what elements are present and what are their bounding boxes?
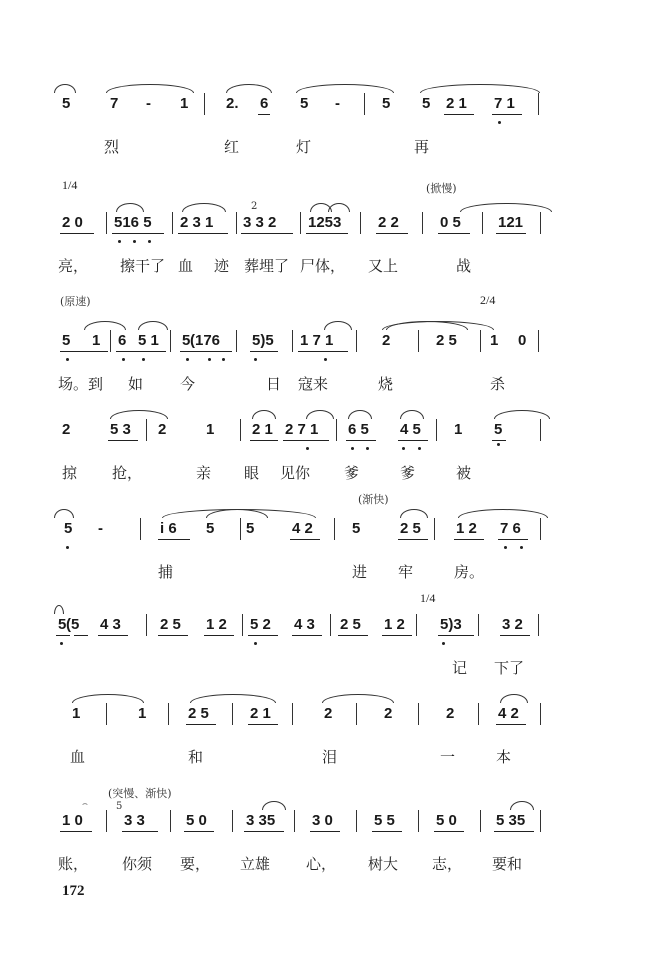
note: 2 1 xyxy=(446,95,467,112)
barline xyxy=(356,810,357,832)
note: 1 xyxy=(72,705,81,722)
beam-underline xyxy=(204,635,234,636)
note: 2. xyxy=(226,95,239,112)
note: 2 2 xyxy=(378,214,399,231)
barline xyxy=(436,419,437,441)
octave-dot-below xyxy=(497,443,500,446)
slur xyxy=(110,410,168,419)
lyric: 和 xyxy=(188,748,204,766)
note: 1 xyxy=(454,421,463,438)
lyric: 又上 xyxy=(368,257,399,275)
beam-underline xyxy=(244,831,284,832)
barline xyxy=(292,330,293,352)
beam-underline xyxy=(248,635,278,636)
barline xyxy=(140,518,141,540)
barline xyxy=(146,419,147,441)
beam-underline xyxy=(180,351,232,352)
octave-dot-below xyxy=(122,358,125,361)
lyric: 你须 xyxy=(122,855,153,873)
beam-underline xyxy=(376,233,408,234)
barline xyxy=(540,703,541,725)
octave-dot-below xyxy=(222,358,225,361)
octave-dot-below xyxy=(418,447,421,450)
beam-underline xyxy=(74,635,88,636)
barline xyxy=(478,703,479,725)
barline xyxy=(292,703,293,725)
lyric: 掠 xyxy=(62,464,78,482)
note: 0 5 xyxy=(440,214,461,231)
note: 5 xyxy=(246,520,255,537)
barline xyxy=(418,810,419,832)
slur xyxy=(54,605,64,614)
lyric: 要， xyxy=(180,855,211,873)
barline xyxy=(168,703,169,725)
note: 2 xyxy=(382,332,391,349)
slur xyxy=(510,801,534,810)
barline xyxy=(364,93,365,115)
lyric: 血 xyxy=(70,748,86,766)
barline xyxy=(480,810,481,832)
lyric: 树大 xyxy=(368,855,399,873)
note: 1 xyxy=(180,95,189,112)
beam-underline xyxy=(444,114,474,115)
note: 1 xyxy=(138,705,147,722)
barline xyxy=(540,518,541,540)
lyric: 亮， xyxy=(58,257,89,275)
octave-dot-below xyxy=(148,240,151,243)
note: 5)3 xyxy=(440,616,462,633)
beam-underline xyxy=(108,440,138,441)
barline xyxy=(232,810,233,832)
note: 2 3 1 xyxy=(180,214,214,231)
octave-dot-below xyxy=(60,642,63,645)
beam-underline xyxy=(338,635,368,636)
barline xyxy=(240,419,241,441)
lyric: 下了 xyxy=(494,659,525,677)
slur xyxy=(348,410,372,419)
tempo-marking: (渐快) xyxy=(358,493,389,506)
barline xyxy=(356,703,357,725)
beam-underline xyxy=(184,831,214,832)
note: 5 xyxy=(422,95,431,112)
slur xyxy=(190,694,276,703)
barline xyxy=(540,212,541,234)
note: 4 3 xyxy=(294,616,315,633)
lyric: 账， xyxy=(58,855,89,873)
beam-underline xyxy=(398,440,428,441)
note: 2 5 xyxy=(340,616,361,633)
note: 1 2 xyxy=(456,520,477,537)
lyric: 葬埋了 xyxy=(244,257,290,275)
lyric: 立雄 xyxy=(240,855,271,873)
lyric: 被 xyxy=(456,464,472,482)
beam-underline xyxy=(60,351,108,352)
note: 5 xyxy=(62,332,71,349)
barline xyxy=(236,212,237,234)
beam-underline xyxy=(382,635,412,636)
note: 3 3 xyxy=(124,812,145,829)
lyric: 捕 xyxy=(158,563,174,581)
note: 5 xyxy=(58,616,67,633)
slur xyxy=(296,84,394,93)
barline xyxy=(540,419,541,441)
beam-underline xyxy=(492,114,522,115)
beam-underline xyxy=(492,440,506,441)
beam-underline xyxy=(250,440,278,441)
tempo-marking: (掀慢) xyxy=(426,182,457,195)
barline xyxy=(478,614,479,636)
note: 5 xyxy=(382,95,391,112)
barline xyxy=(172,212,173,234)
note: 3 35 xyxy=(246,812,276,829)
octave-dot-below xyxy=(118,240,121,243)
octave-dot-below xyxy=(520,546,523,549)
lyric: 擦干了 xyxy=(120,257,166,275)
note: 2 xyxy=(62,421,71,438)
beam-underline xyxy=(438,635,474,636)
note: 5 xyxy=(494,421,503,438)
note: 2 5 xyxy=(160,616,181,633)
note: 3 0 xyxy=(312,812,333,829)
slur xyxy=(84,321,126,330)
note: 1 2 xyxy=(384,616,405,633)
note: 2 xyxy=(324,705,333,722)
lyric: 一 xyxy=(440,748,456,766)
note: 5 xyxy=(206,520,215,537)
beam-underline xyxy=(186,724,216,725)
note: 3 2 xyxy=(502,616,523,633)
beam-underline xyxy=(98,635,128,636)
lyric: 眼 xyxy=(244,464,260,482)
octave-dot-below xyxy=(504,546,507,549)
octave-dot-below xyxy=(66,358,69,361)
beam-underline xyxy=(158,539,190,540)
lyric: 本 xyxy=(496,748,512,766)
octave-dot-below xyxy=(142,358,145,361)
tempo-marking: (原速) xyxy=(60,295,91,308)
beam-underline xyxy=(298,351,348,352)
lyric: 进 xyxy=(352,563,368,581)
note: 4 2 xyxy=(292,520,313,537)
lyric: 血 xyxy=(178,257,194,275)
time-signature: 1/4 xyxy=(420,591,436,605)
note: 5)5 xyxy=(252,332,274,349)
lyric: 志， xyxy=(432,855,463,873)
beam-underline xyxy=(290,539,320,540)
beam-underline xyxy=(310,831,340,832)
lyric: 寇来 xyxy=(298,375,329,393)
slur xyxy=(458,509,548,518)
lyric: 日 xyxy=(266,375,282,393)
beam-underline xyxy=(496,724,526,725)
note: 2 1 xyxy=(250,705,271,722)
fermata-icon: ⌢ xyxy=(82,799,88,809)
note: 2 5 xyxy=(436,332,457,349)
octave-dot-below xyxy=(324,358,327,361)
note: 1 xyxy=(206,421,215,438)
barline xyxy=(538,330,539,352)
barline xyxy=(170,330,171,352)
beam-underline xyxy=(241,233,293,234)
lyric: 烈 xyxy=(104,138,120,156)
octave-dot-below xyxy=(186,358,189,361)
slur xyxy=(54,84,76,93)
octave-dot-below xyxy=(208,358,211,361)
slur xyxy=(182,203,226,212)
slur xyxy=(116,203,144,212)
barline xyxy=(110,330,111,352)
note: 1 0 xyxy=(62,812,83,829)
octave-dot-below xyxy=(254,358,257,361)
note: 5 2 xyxy=(250,616,271,633)
barline xyxy=(538,93,539,115)
lyric: 要和 xyxy=(492,855,523,873)
beam-underline xyxy=(258,114,270,115)
note: 1 7 1 xyxy=(300,332,334,349)
barline xyxy=(330,614,331,636)
lyric: 红 xyxy=(224,138,240,156)
note: 2 xyxy=(384,705,393,722)
beam-underline xyxy=(306,233,348,234)
beam-underline xyxy=(498,539,528,540)
note: 3 3 2 xyxy=(243,214,277,231)
barline xyxy=(334,518,335,540)
beam-underline xyxy=(122,831,158,832)
barline xyxy=(170,810,171,832)
beam-underline xyxy=(500,635,530,636)
barline xyxy=(434,518,435,540)
barline xyxy=(480,330,481,352)
barline xyxy=(294,810,295,832)
note: 5 3 xyxy=(110,421,131,438)
slur xyxy=(306,410,334,419)
note: 6 xyxy=(260,95,269,112)
slur xyxy=(500,694,528,703)
slur xyxy=(106,84,194,93)
note: 2 5 xyxy=(188,705,209,722)
octave-dot-below xyxy=(133,240,136,243)
octave-dot-below xyxy=(442,642,445,645)
barline xyxy=(418,703,419,725)
note: 4 3 xyxy=(100,616,121,633)
slur xyxy=(324,321,352,330)
barline xyxy=(418,330,419,352)
slur xyxy=(400,509,428,518)
note: 121 xyxy=(498,214,524,231)
barline xyxy=(236,330,237,352)
note: 4 5 xyxy=(400,421,421,438)
barline xyxy=(538,614,539,636)
lyric: 心， xyxy=(306,855,337,873)
note: 5 xyxy=(64,520,73,537)
barline xyxy=(416,614,417,636)
lyric: 再 xyxy=(414,138,430,156)
beam-underline xyxy=(454,539,484,540)
grace-note: 2 xyxy=(251,201,258,212)
note: 5 0 xyxy=(436,812,457,829)
note: - xyxy=(98,520,103,537)
slur xyxy=(138,321,168,330)
beam-underline xyxy=(250,351,278,352)
lyric: 灯 xyxy=(296,138,312,156)
lyric: 爹 xyxy=(400,464,416,482)
lyric: 今 xyxy=(180,375,196,393)
octave-dot-below xyxy=(254,642,257,645)
octave-dot-below xyxy=(402,447,405,450)
lyric: 房。 xyxy=(454,563,485,581)
slur xyxy=(322,694,394,703)
slur xyxy=(494,410,550,419)
page-number: 172 xyxy=(62,883,85,899)
beam-underline xyxy=(112,233,164,234)
lyric: 尸体， xyxy=(300,257,346,275)
note: - xyxy=(146,95,151,112)
barline xyxy=(336,419,337,441)
note: 0 xyxy=(518,332,527,349)
slur xyxy=(460,203,552,212)
barline xyxy=(106,810,107,832)
lyric: 场。到 xyxy=(58,375,104,393)
beam-underline xyxy=(248,724,278,725)
octave-dot-below xyxy=(498,121,501,124)
slur xyxy=(400,410,424,419)
note: 7 xyxy=(110,95,119,112)
slur xyxy=(262,801,286,810)
barline xyxy=(540,810,541,832)
barline xyxy=(232,703,233,725)
time-signature: 1/4 xyxy=(62,178,78,192)
lyric: 亲 xyxy=(196,464,212,482)
grace-note: 5 xyxy=(116,801,123,812)
barline xyxy=(482,212,483,234)
lyric: 牢 xyxy=(398,563,414,581)
note: 1 2 xyxy=(206,616,227,633)
beam-underline xyxy=(398,539,428,540)
note: 5 0 xyxy=(186,812,207,829)
beam-underline xyxy=(178,233,228,234)
note: 2 xyxy=(446,705,455,722)
slur xyxy=(54,509,74,518)
barline xyxy=(356,330,357,352)
note: 7 6 xyxy=(500,520,521,537)
lyric: 杀 xyxy=(490,375,506,393)
note: 2 0 xyxy=(62,214,83,231)
lyric: 爹 xyxy=(344,464,360,482)
note: 2 7 1 xyxy=(285,421,319,438)
note: 5 35 xyxy=(496,812,526,829)
beam-underline xyxy=(346,440,376,441)
note: 5 xyxy=(182,332,191,349)
octave-dot-below xyxy=(66,546,69,549)
note: 7 1 xyxy=(494,95,515,112)
beam-underline xyxy=(292,635,322,636)
slur xyxy=(420,84,540,93)
beam-underline xyxy=(283,440,329,441)
tempo-marking: (突慢、渐快) xyxy=(108,787,172,800)
slur xyxy=(328,203,350,212)
note: 1 xyxy=(92,332,101,349)
beam-underline xyxy=(496,233,526,234)
slur xyxy=(72,694,144,703)
note: 6 xyxy=(118,332,127,349)
barline xyxy=(204,93,205,115)
barline xyxy=(240,518,241,540)
lyric: 抢， xyxy=(112,464,143,482)
lyric: 泪 xyxy=(322,748,338,766)
barline xyxy=(242,614,243,636)
barline xyxy=(360,212,361,234)
lyric: 烧 xyxy=(378,375,394,393)
beam-underline xyxy=(438,233,470,234)
beam-underline xyxy=(494,831,534,832)
octave-dot-below xyxy=(366,447,369,450)
note: - xyxy=(335,95,340,112)
lyric: 迹 xyxy=(214,257,230,275)
beam-underline xyxy=(56,635,70,636)
lyric: 记 xyxy=(452,659,468,677)
barline xyxy=(106,703,107,725)
beam-underline xyxy=(434,831,464,832)
time-signature: 2/4 xyxy=(480,293,496,307)
octave-dot-below xyxy=(306,447,309,450)
note: 5 xyxy=(62,95,71,112)
slur xyxy=(226,84,272,93)
beam-underline xyxy=(60,233,94,234)
slur xyxy=(252,410,276,419)
lyric: 战 xyxy=(456,257,472,275)
barline xyxy=(146,614,147,636)
note: 516 5 xyxy=(114,214,152,231)
note: i 6 xyxy=(160,520,177,537)
note: 1 xyxy=(490,332,499,349)
barline xyxy=(300,212,301,234)
lyric: 见你 xyxy=(280,464,311,482)
note: 2 xyxy=(158,421,167,438)
octave-dot-below xyxy=(351,447,354,450)
barline xyxy=(106,212,107,234)
note: (5 xyxy=(66,616,80,633)
beam-underline xyxy=(60,831,92,832)
beam-underline xyxy=(116,351,166,352)
beam-underline xyxy=(372,831,402,832)
note: 5 xyxy=(352,520,361,537)
note: 1253 xyxy=(308,214,342,231)
note: 5 5 xyxy=(374,812,395,829)
note: 4 2 xyxy=(498,705,519,722)
lyric: 如 xyxy=(128,375,144,393)
beam-underline xyxy=(158,635,188,636)
note: (176 xyxy=(190,332,221,349)
note: 2 1 xyxy=(252,421,273,438)
note: 5 1 xyxy=(138,332,159,349)
barline xyxy=(422,212,423,234)
note: 2 5 xyxy=(400,520,421,537)
note: 5 xyxy=(300,95,309,112)
note: 6 5 xyxy=(348,421,369,438)
